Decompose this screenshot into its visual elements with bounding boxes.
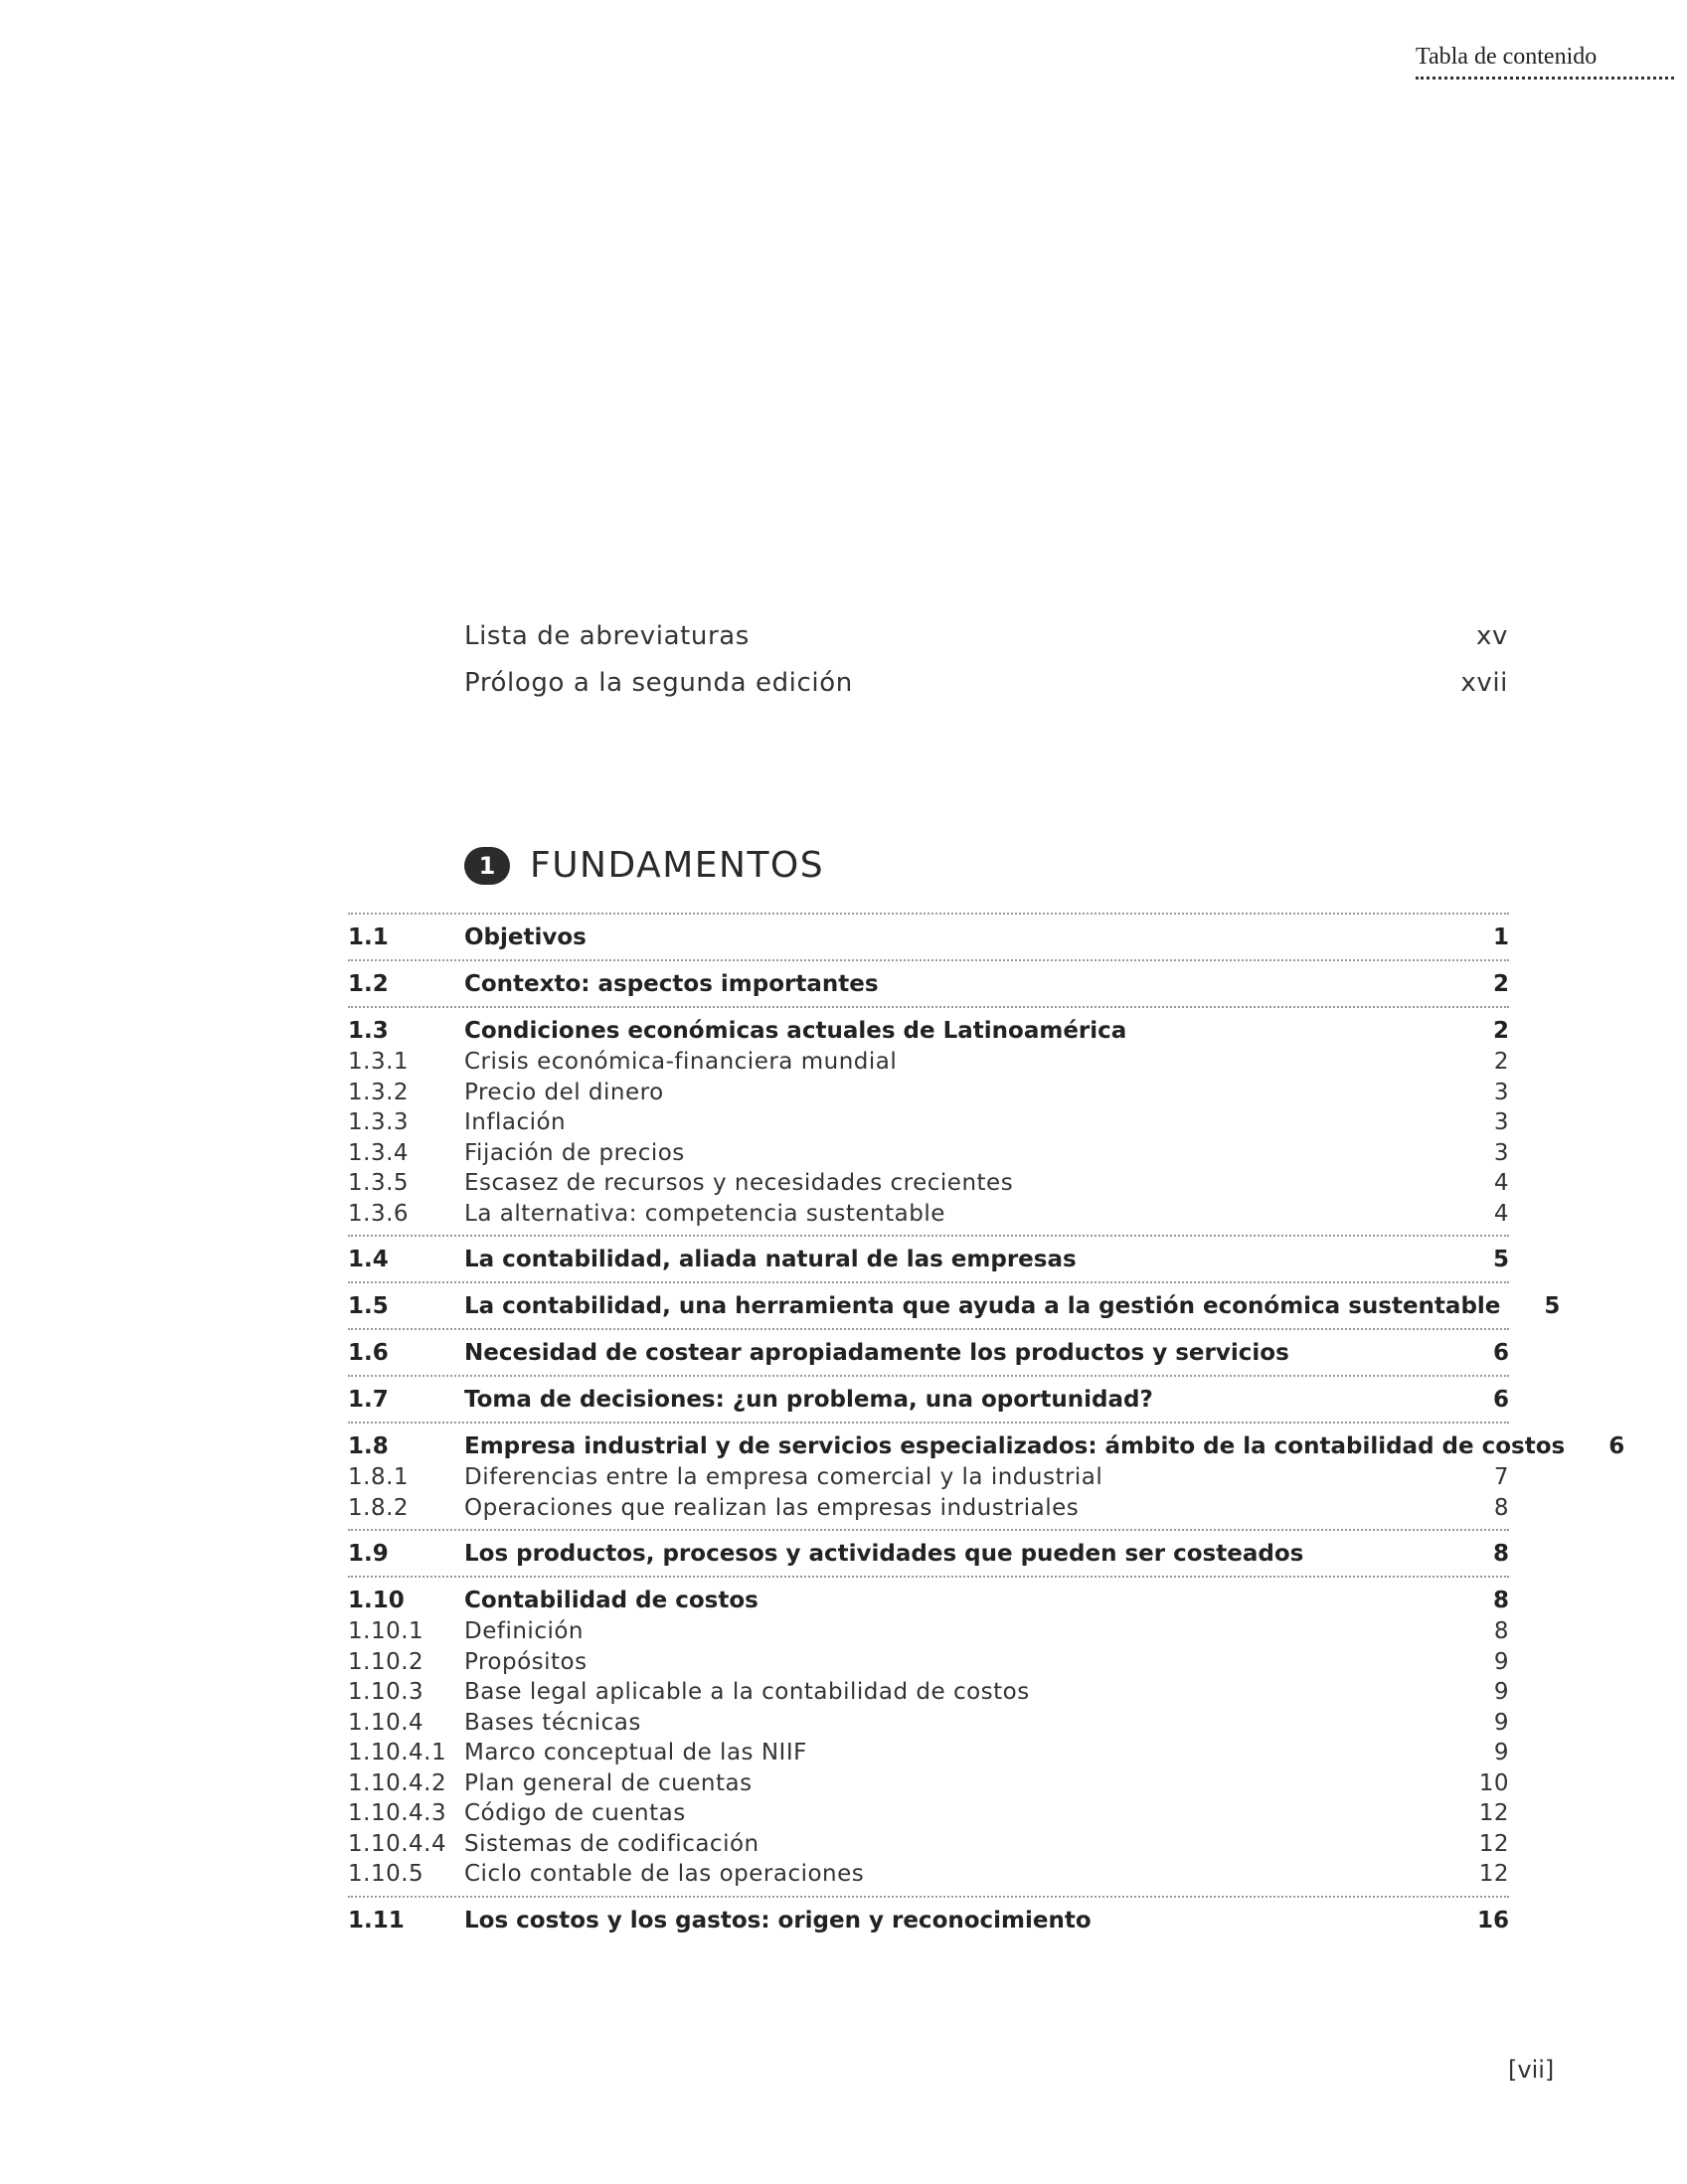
entry-title: Marco conceptual de las NIIF	[464, 1740, 807, 1766]
chapter-heading	[464, 845, 824, 886]
entry-title: Necesidad de costear apropiadamente los productos y servicios	[464, 1340, 1289, 1366]
entry-title: Inflación	[464, 1109, 567, 1136]
entry-page: 8	[1493, 1494, 1509, 1521]
entry-number: 1.5	[348, 1293, 389, 1319]
front-matter-title: Prólogo a la segunda edición	[464, 668, 853, 698]
entry-page: 2	[1492, 971, 1509, 997]
entry-title: Propósitos	[464, 1648, 588, 1675]
entry-title: La alternativa: competencia sustentable	[464, 1200, 945, 1227]
entry-page: 2	[1493, 1049, 1509, 1076]
toc-subsection-entry[interactable]	[348, 1738, 1509, 1768]
entry-page: 9	[1493, 1709, 1509, 1736]
entry-title: Crisis económica-financiera mundial	[464, 1049, 898, 1076]
entry-page: 4	[1493, 1170, 1509, 1197]
toc-section	[348, 1529, 1509, 1576]
entry-title: Empresa industrial y de servicios especializados: ámbito de la contabilidad de costos	[464, 1433, 1566, 1459]
entry-number: 1.10.2	[348, 1648, 424, 1675]
entry-number: 1.8	[348, 1433, 389, 1459]
toc-section	[348, 1576, 1509, 1896]
toc-subsection-entry[interactable]	[348, 1199, 1509, 1230]
entry-page: 8	[1492, 1541, 1509, 1567]
toc-subsection-entry[interactable]	[348, 1859, 1509, 1890]
entry-number: 1.3.4	[348, 1139, 410, 1166]
toc-section	[348, 1896, 1509, 1942]
toc-section	[348, 913, 1509, 959]
toc-section-entry[interactable]	[348, 1290, 1561, 1322]
entry-page: 1	[1492, 924, 1509, 950]
entry-number: 1.10.4.2	[348, 1769, 447, 1796]
toc-section	[348, 1375, 1509, 1422]
toc-section-entry[interactable]	[348, 1430, 1625, 1462]
chapter-title: FUNDAMENTOS	[530, 845, 825, 886]
entry-number: 1.10	[348, 1588, 405, 1613]
front-matter-item[interactable]	[464, 663, 1508, 710]
entry-number: 1.8.1	[348, 1464, 410, 1491]
entry-number: 1.10.4	[348, 1709, 424, 1736]
toc-section-entry[interactable]	[348, 1585, 1509, 1616]
entry-title: Bases técnicas	[464, 1709, 641, 1736]
entry-number: 1.10.3	[348, 1679, 424, 1706]
entry-title: La contabilidad, una herramienta que ayuda a la gestión económica sustentable	[464, 1293, 1501, 1319]
entry-page: 2	[1492, 1018, 1509, 1044]
entry-number: 1.3.6	[348, 1200, 410, 1227]
entry-page: 6	[1608, 1433, 1625, 1459]
entry-title: Plan general de cuentas	[464, 1769, 753, 1796]
entry-number: 1.3	[348, 1018, 389, 1044]
toc-subsection-entry[interactable]	[348, 1647, 1509, 1678]
chapter-number-badge: 1	[464, 847, 510, 885]
entry-title: Contexto: aspectos importantes	[464, 971, 879, 997]
toc-section-entry[interactable]	[348, 1337, 1509, 1369]
toc-subsection-entry[interactable]	[348, 1138, 1509, 1169]
toc-subsection-entry[interactable]	[348, 1078, 1509, 1108]
entry-title: Precio del dinero	[464, 1079, 664, 1105]
front-matter-page: xv	[1476, 621, 1508, 651]
entry-page: 16	[1476, 1907, 1509, 1933]
entry-page: 10	[1478, 1769, 1509, 1796]
entry-page: 3	[1493, 1079, 1509, 1105]
entry-page: 7	[1493, 1464, 1509, 1491]
entry-number: 1.3.1	[348, 1049, 410, 1076]
entry-number: 1.9	[348, 1541, 389, 1567]
front-matter-item[interactable]	[464, 616, 1508, 663]
front-matter-title: Lista de abreviaturas	[464, 621, 750, 651]
entry-title: Código de cuentas	[464, 1800, 686, 1827]
entry-title: Base legal aplicable a la contabilidad de costos	[464, 1679, 1030, 1706]
entry-page: 5	[1492, 1247, 1509, 1272]
entry-page: 3	[1493, 1109, 1509, 1136]
toc-section-entry[interactable]	[348, 1244, 1509, 1275]
toc-subsection-entry[interactable]	[348, 1168, 1509, 1199]
entry-page: 9	[1493, 1648, 1509, 1675]
entry-number: 1.10.4.3	[348, 1800, 447, 1827]
toc-subsection-entry[interactable]	[348, 1616, 1509, 1647]
toc-subsection-entry[interactable]	[348, 1708, 1509, 1739]
entry-page: 6	[1492, 1340, 1509, 1366]
entry-number: 1.3.3	[348, 1109, 410, 1136]
toc-subsection-entry[interactable]	[348, 1493, 1509, 1524]
entry-number: 1.10.5	[348, 1861, 424, 1888]
toc-subsection-entry[interactable]	[348, 1829, 1509, 1860]
entry-number: 1.8.2	[348, 1494, 410, 1521]
entry-title: Diferencias entre la empresa comercial y la industrial	[464, 1464, 1103, 1491]
entry-number: 1.2	[348, 971, 389, 997]
front-matter-list	[464, 616, 1508, 710]
entry-title: Toma de decisiones: ¿un problema, una oportunidad?	[464, 1387, 1153, 1413]
entry-title: Ciclo contable de las operaciones	[464, 1861, 865, 1888]
entry-title: Definición	[464, 1618, 584, 1645]
toc-section	[348, 1328, 1509, 1375]
entry-number: 1.4	[348, 1247, 389, 1272]
entry-title: Escasez de recursos y necesidades crecientes	[464, 1170, 1014, 1197]
entry-page: 9	[1493, 1679, 1509, 1706]
entry-number: 1.10.4.1	[348, 1740, 447, 1766]
toc-subsection-entry[interactable]	[348, 1047, 1509, 1078]
entry-title: Los costos y los gastos: origen y reconocimiento	[464, 1907, 1092, 1933]
entry-page: 8	[1492, 1588, 1509, 1613]
toc-section	[348, 1235, 1509, 1281]
toc-section-entry[interactable]	[348, 1384, 1509, 1416]
entry-title: Operaciones que realizan las empresas industriales	[464, 1494, 1080, 1521]
entry-number: 1.6	[348, 1340, 389, 1366]
entry-number: 1.10.1	[348, 1618, 424, 1645]
toc-section	[348, 959, 1509, 1006]
toc-section-entry[interactable]	[348, 968, 1509, 1000]
entry-page: 8	[1493, 1618, 1509, 1645]
toc-subsection-entry[interactable]	[348, 1107, 1509, 1138]
entry-number: 1.11	[348, 1907, 405, 1933]
entry-number: 1.3.2	[348, 1079, 410, 1105]
entry-page: 4	[1493, 1200, 1509, 1227]
toc-section-entry[interactable]	[348, 1538, 1509, 1570]
entry-number: 1.10.4.4	[348, 1830, 447, 1857]
running-header: Tabla de contenido	[1416, 44, 1674, 80]
front-matter-page: xvii	[1460, 668, 1508, 698]
entry-page: 12	[1478, 1861, 1509, 1888]
entry-title: Fijación de precios	[464, 1139, 685, 1166]
entry-page: 12	[1478, 1830, 1509, 1857]
toc-section-entry[interactable]	[348, 1015, 1509, 1047]
entry-title: Condiciones económicas actuales de Latinoamérica	[464, 1018, 1127, 1044]
entry-number: 1.1	[348, 924, 389, 950]
entry-number: 1.3.5	[348, 1170, 410, 1197]
entry-page: 12	[1478, 1800, 1509, 1827]
toc-section	[348, 1006, 1509, 1235]
toc-subsection-entry[interactable]	[348, 1462, 1509, 1493]
entry-title: Contabilidad de costos	[464, 1588, 759, 1613]
toc-section	[348, 1281, 1561, 1328]
toc-section-entry[interactable]	[348, 1905, 1509, 1936]
toc-section	[348, 1422, 1625, 1529]
entry-title: Los productos, procesos y actividades que pueden ser costeados	[464, 1541, 1304, 1567]
entry-title: La contabilidad, aliada natural de las empresas	[464, 1247, 1077, 1272]
entry-page: 6	[1492, 1387, 1509, 1413]
entry-page: 9	[1493, 1740, 1509, 1766]
toc-section-entry[interactable]	[348, 922, 1509, 953]
toc-subsection-entry[interactable]	[348, 1768, 1509, 1799]
entry-title: Objetivos	[464, 924, 587, 950]
toc-subsection-entry[interactable]	[348, 1798, 1509, 1829]
entry-number: 1.7	[348, 1387, 389, 1413]
toc-subsection-entry[interactable]	[348, 1677, 1509, 1708]
table-of-contents	[348, 913, 1625, 1942]
entry-title: Sistemas de codificación	[464, 1830, 759, 1857]
entry-page: 5	[1544, 1293, 1561, 1319]
page-folio: [vii]	[1508, 2056, 1555, 2084]
entry-page: 3	[1493, 1139, 1509, 1166]
